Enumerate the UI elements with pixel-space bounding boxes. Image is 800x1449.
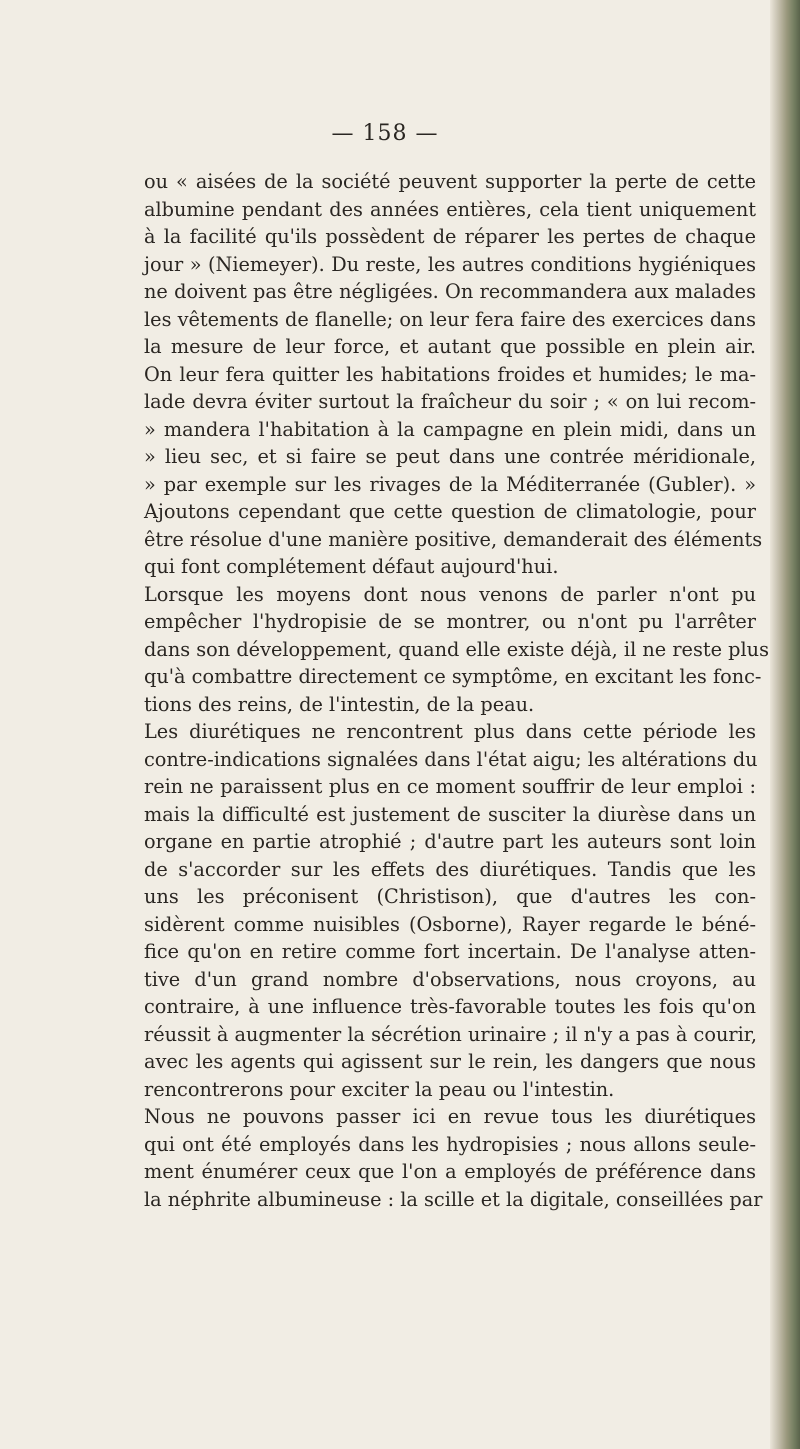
text-line: Lorsque les moyens dont nous venons de parler n'ont pu bbox=[144, 582, 756, 606]
text-line: » par exemple sur les rivages de la Méditerranée (Gubler). » bbox=[144, 472, 756, 496]
text-line: organe en partie atrophié ; d'autre part les auteurs sont loin bbox=[144, 830, 756, 853]
text-line: la néphrite albumineuse : la scille et la digitale, conseillées par bbox=[144, 1187, 763, 1211]
body-text bbox=[144, 168, 769, 1213]
text-line: rencontrerons pour exciter la peau ou l'intestin. bbox=[144, 1077, 615, 1101]
text-line: à la facilité qu'ils possèdent de réparer les pertes de chaque bbox=[144, 225, 756, 248]
text-line: ou « aisées de la société peuvent supporter la perte de cette bbox=[144, 170, 756, 193]
text-line: de s'accorder sur les effets des diurétiques. Tandis que les bbox=[144, 857, 756, 881]
text-line: tions des reins, de l'intestin, de la peau. bbox=[144, 692, 535, 716]
text-line: qu'à combattre directement ce symptôme, en excitant les fonc- bbox=[144, 665, 762, 688]
text-line: empêcher l'hydropisie de se montrer, ou n'ont pu l'arrêter bbox=[144, 610, 756, 633]
text-line: mais la difficulté est justement de susciter la diurèse dans un bbox=[144, 802, 756, 826]
text-line: Nous ne pouvons passer ici en revue tous les diurétiques bbox=[144, 1105, 756, 1128]
text-line: tive d'un grand nombre d'observations, nous croyons, au bbox=[144, 967, 756, 991]
text-line: sidèrent comme nuisibles (Osborne), Rayer regarde le béné- bbox=[144, 912, 756, 936]
text-line: contre-indications signalées dans l'état aigu; les altérations du bbox=[144, 747, 758, 771]
text-line: qui font complétement défaut aujourd'hui. bbox=[144, 555, 559, 578]
text-line: albumine pendant des années entières, cela tient uniquement bbox=[144, 197, 756, 221]
text-line: On leur fera quitter les habitations froides et humides; le ma- bbox=[144, 362, 756, 386]
text-line: avec les agents qui agissent sur le rein, les dangers que nous bbox=[144, 1050, 756, 1073]
text-line: fice qu'on en retire comme fort incertain. De l'analyse atten- bbox=[144, 940, 756, 963]
text-line: être résolue d'une manière positive, demanderait des éléments bbox=[144, 527, 763, 551]
text-line: » mandera l'habitation à la campagne en plein midi, dans un bbox=[144, 417, 756, 441]
page-edge-shadow bbox=[770, 0, 800, 1449]
text-line: contraire, à une influence très-favorable toutes les fois qu'on bbox=[144, 995, 756, 1018]
text-line: ne doivent pas être négligées. On recommandera aux malades bbox=[144, 280, 756, 303]
text-line: uns les préconisent (Christison), que d'autres les con- bbox=[144, 885, 756, 908]
text-line: jour » (Niemeyer). Du reste, les autres conditions hygiéniques bbox=[144, 252, 756, 276]
page-number: — 158 — bbox=[331, 121, 439, 146]
text-line: qui ont été employés dans les hydropisies ; nous allons seule- bbox=[144, 1132, 756, 1156]
text-line: réussit à augmenter la sécrétion urinaire ; il n'y a pas à courir, bbox=[144, 1022, 757, 1046]
text-line: rein ne paraissent plus en ce moment souffrir de leur emploi : bbox=[144, 775, 756, 798]
text-line: Ajoutons cependant que cette question de climatologie, pour bbox=[144, 500, 756, 523]
text-line: la mesure de leur force, et autant que possible en plein air. bbox=[144, 335, 756, 358]
text-line: dans son développement, quand elle existe déjà, il ne reste plus bbox=[144, 637, 769, 661]
text-line: » lieu sec, et si faire se peut dans une contrée méridionale, bbox=[144, 445, 756, 468]
text-line: les vêtements de flanelle; on leur fera faire des exercices dans bbox=[144, 307, 756, 331]
text-line: ment énumérer ceux que l'on a employés de préférence dans bbox=[144, 1160, 756, 1183]
text-line: lade devra éviter surtout la fraîcheur du soir ; « on lui recom- bbox=[144, 390, 756, 413]
text-line: Les diurétiques ne rencontrent plus dans cette période les bbox=[144, 720, 756, 743]
